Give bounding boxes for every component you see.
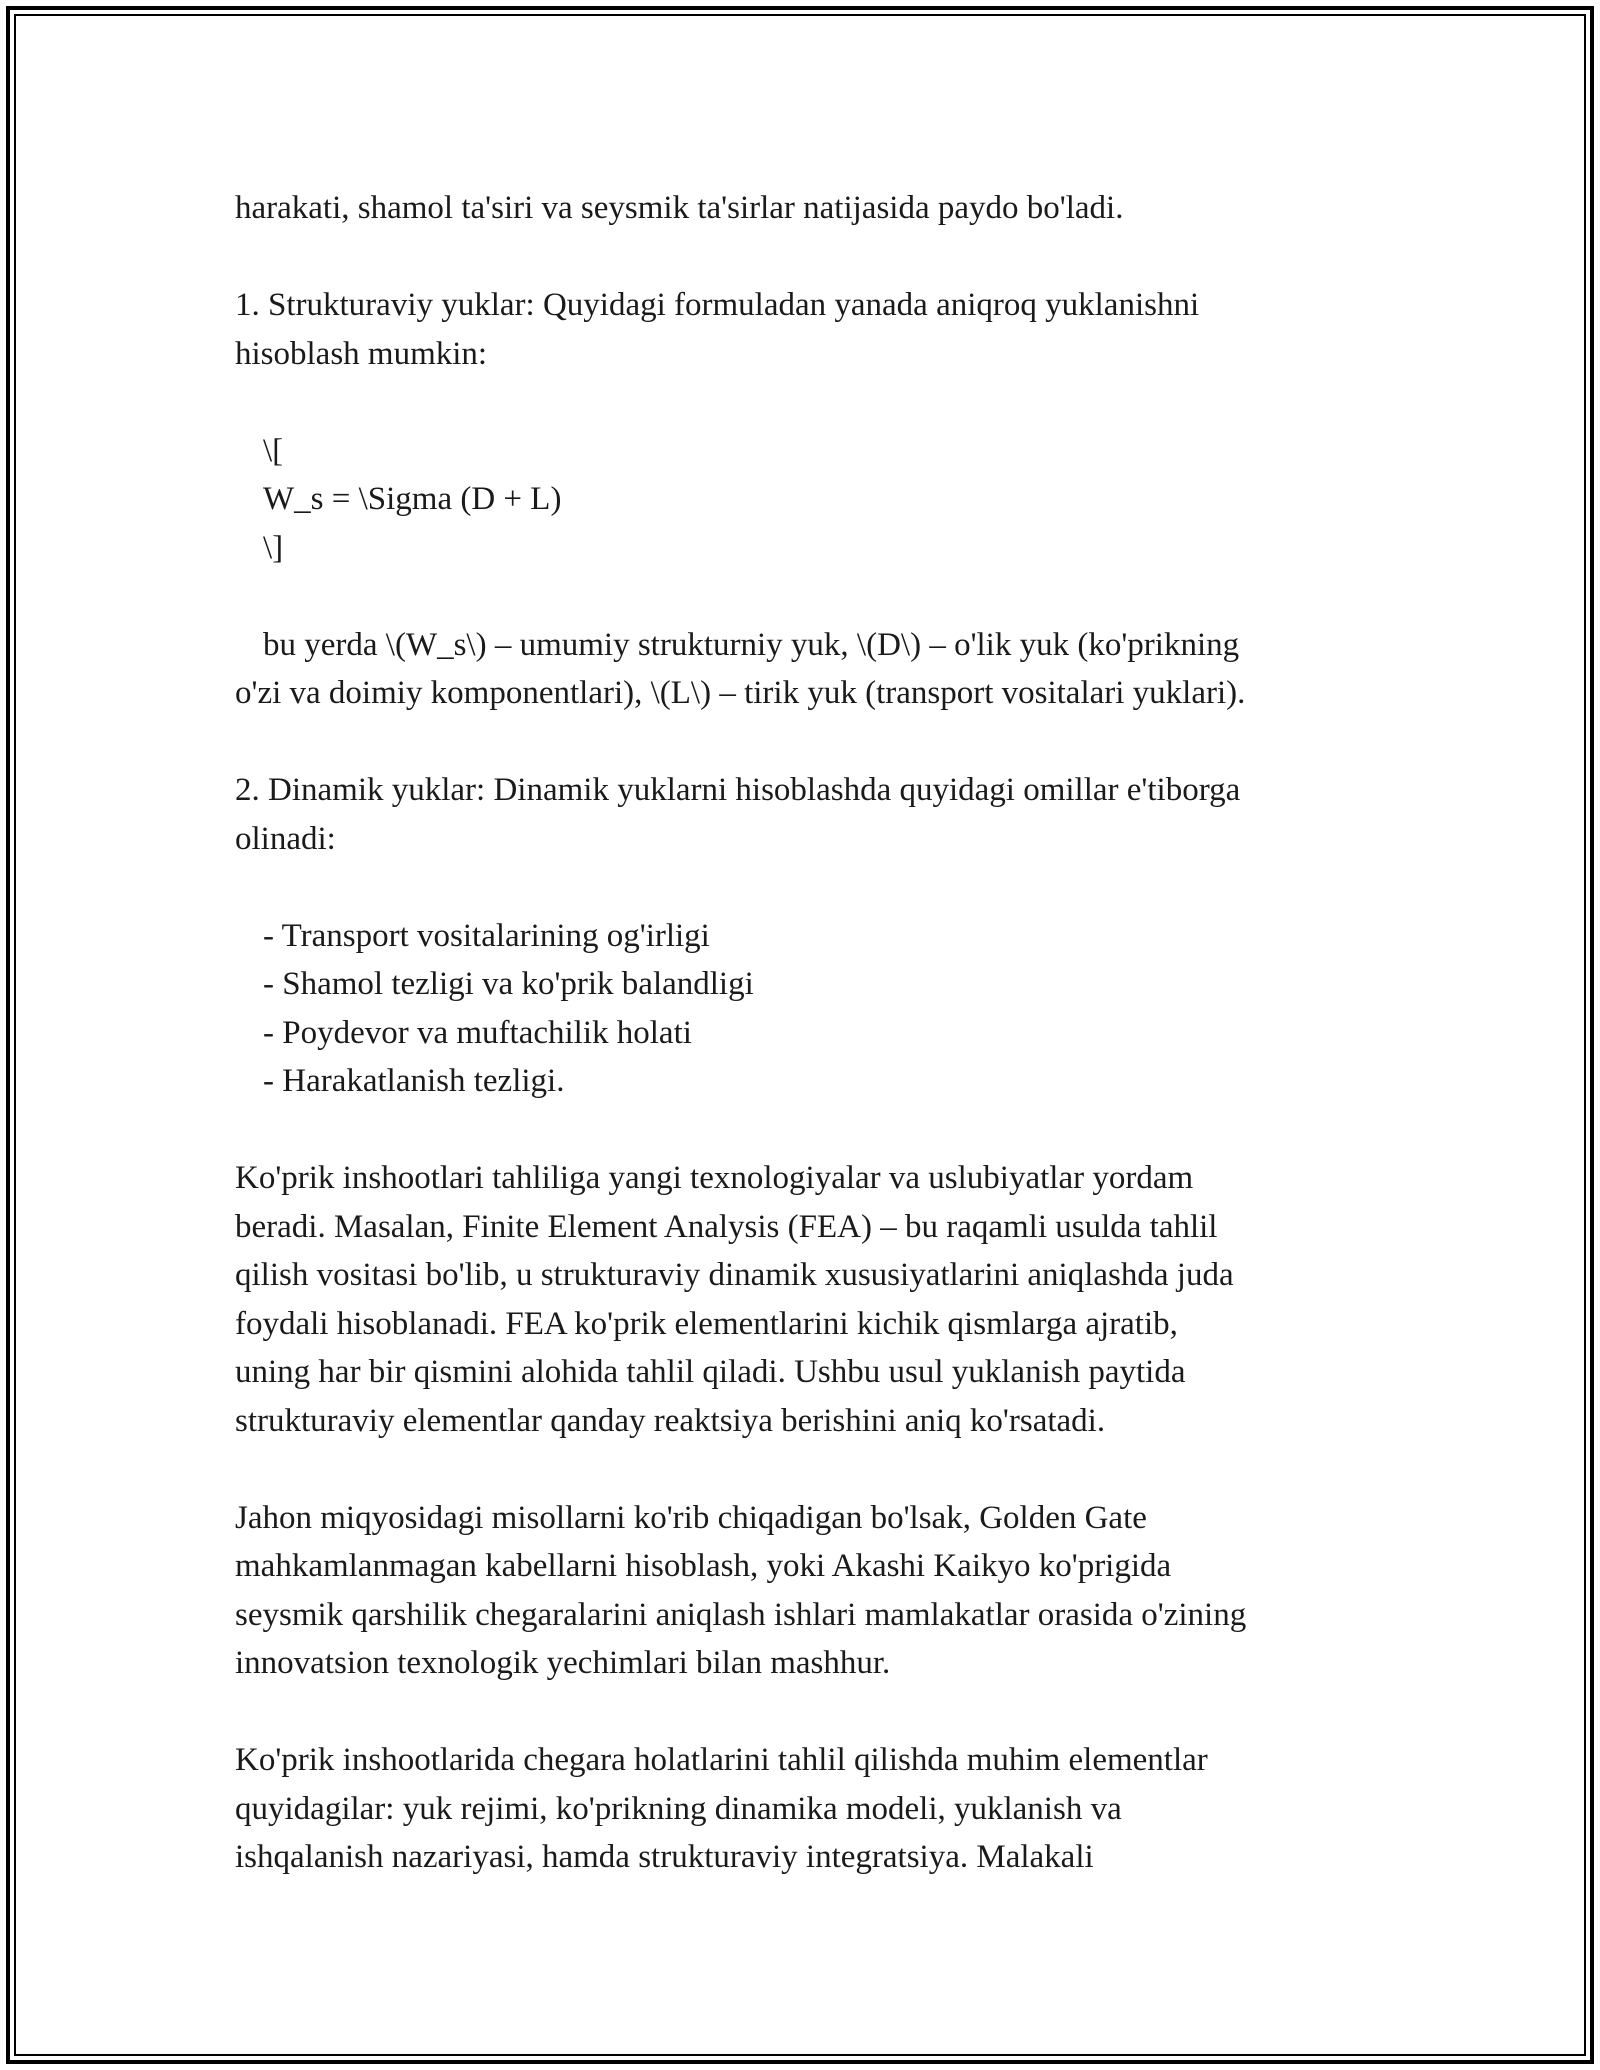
list-item: - Poydevor va muftachilik holati — [263, 1014, 692, 1051]
text-line: qilish vositasi bo'lib, u strukturaviy dinamik xususiyatlarini aniqlashda juda — [235, 1257, 1234, 1293]
text-line: foydali hisoblanadi. FEA ko'prik elementlarini kichik qismlarga ajratib, — [235, 1305, 1178, 1342]
text-line: hisoblash mumkin: — [235, 335, 488, 372]
text-line: mahkamlanmagan kabellarni hisoblash, yoki Akashi Kaikyo ko'prigida — [235, 1548, 1172, 1584]
text-line: o'zi va doimiy komponentlari), \(L\) – tirik yuk (transport vositalari yuklari). — [235, 675, 1246, 711]
paragraph-spacer — [235, 233, 1385, 282]
paragraph-spacer — [235, 863, 1385, 912]
list-item: - Shamol tezligi va ko'prik balandligi — [263, 966, 754, 1002]
text-line: Ko'prik inshootlari tahliliga yangi texnologiyalar va uslubiyatlar yordam — [235, 1160, 1194, 1196]
list-item-structural-loads — [235, 281, 1385, 378]
paragraph-world-examples — [235, 1494, 1385, 1688]
text-line: beradi. Masalan, Finite Element Analysis (FEA) – bu raqamli usulda tahlil — [235, 1208, 1218, 1245]
text-line: 1. Strukturaviy yuklar: Quyidagi formuladan yanada aniqroq yuklanishni — [235, 287, 1200, 323]
factors-list — [235, 912, 1385, 1106]
formula-block — [235, 427, 1385, 573]
formula-line: \[ — [263, 432, 284, 469]
text-line: strukturaviy elementlar qanday reaktsiya berishini aniq ko'rsatadi. — [235, 1402, 1106, 1439]
text-line: olinadi: — [235, 820, 336, 857]
text-line: Jahon miqyosidagi misollarni ko'rib chiqadigan bo'lsak, Golden Gate — [235, 1499, 1147, 1536]
text-line: Ko'prik inshootlarida chegara holatlarini tahlil qilishda muhim elementlar — [235, 1742, 1208, 1778]
formula-explanation — [235, 621, 1385, 718]
paragraph-spacer — [235, 378, 1385, 427]
text-line: ishqalanish nazariyasi, hamda strukturaviy integratsiya. Malakali — [235, 1839, 1094, 1875]
text-line: innovatsion texnologik yechimlari bilan mashhur. — [235, 1645, 891, 1681]
text-line: 2. Dinamik yuklar: Dinamik yuklarni hisoblashda quyidagi omillar e'tiborga — [235, 772, 1241, 808]
formula-line: W_s = \Sigma (D + L) — [263, 481, 562, 517]
paragraph-spacer — [235, 1445, 1385, 1494]
paragraph-spacer — [235, 1688, 1385, 1737]
text-line: uning har bir qismini alohida tahlil qiladi. Ushbu usul yuklanish paytida — [235, 1354, 1186, 1390]
list-item-dynamic-loads — [235, 766, 1385, 863]
paragraph-spacer — [235, 572, 1385, 621]
text-line: harakati, shamol ta'siri va seysmik ta'sirlar natijasida paydo bo'ladi. — [235, 190, 1124, 226]
paragraph-fea — [235, 1154, 1385, 1445]
paragraph-intro — [235, 184, 1385, 233]
text-line: seysmik qarshilik chegaralarini aniqlash ishlari mamlakatlar orasida o'zining — [235, 1596, 1247, 1633]
list-item: - Transport vositalarining og'irligi — [263, 917, 710, 954]
list-item: - Harakatlanish tezligi. — [263, 1063, 565, 1099]
paragraph-spacer — [235, 718, 1385, 767]
document-body — [235, 184, 1385, 1882]
text-line: quyidagilar: yuk rejimi, ko'prikning dinamika modeli, yuklanish va — [235, 1790, 1122, 1827]
formula-line: \] — [263, 529, 284, 566]
paragraph-limit-states — [235, 1736, 1385, 1882]
text-line: bu yerda \(W_s\) – umumiy strukturniy yuk, \(D\) – o'lik yuk (ko'prikning — [263, 626, 1240, 663]
paragraph-spacer — [235, 1106, 1385, 1155]
